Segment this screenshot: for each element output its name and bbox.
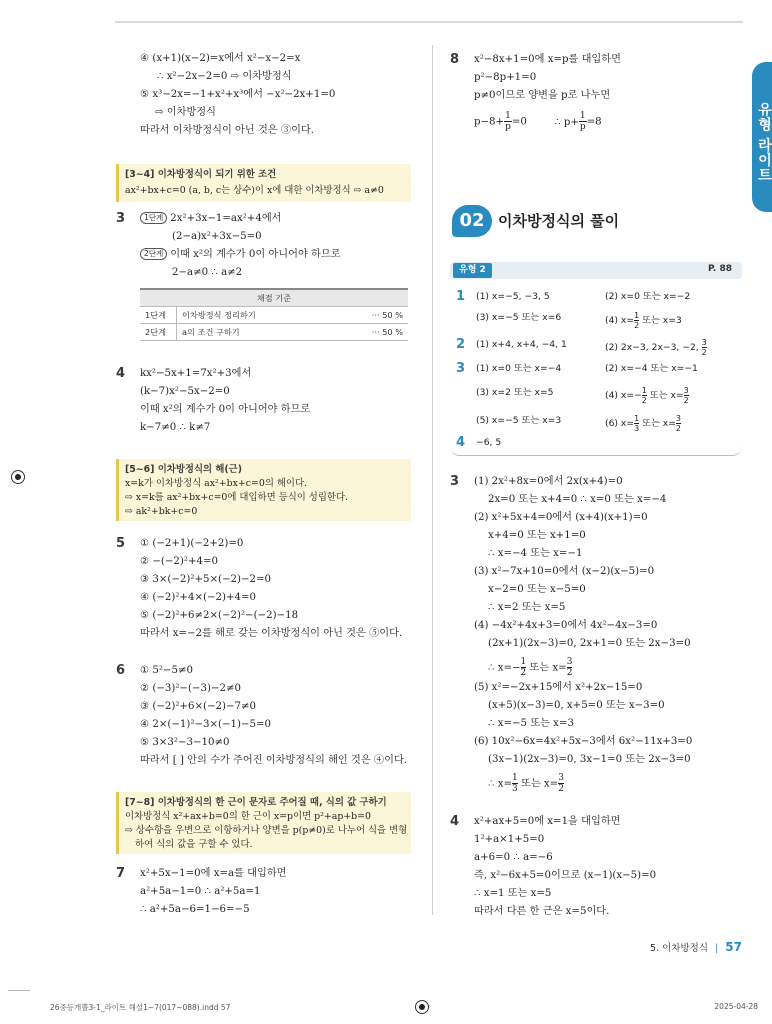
solution-line: x−2=0 또는 x−5=0 bbox=[488, 584, 586, 595]
type-page-ref: P. 88 bbox=[707, 264, 732, 274]
problem-number: 3 bbox=[116, 211, 126, 226]
fraction-denominator: 2 bbox=[641, 396, 647, 405]
solution-line: (5) x²=−2x+15에서 x²+2x−15=0 bbox=[474, 682, 643, 693]
eq-text: ∴ p+ bbox=[554, 116, 579, 128]
fraction-denominator: 2 bbox=[558, 784, 564, 794]
solution-line: x²+ax+5=0에 x=1을 대입하면 bbox=[474, 816, 621, 827]
step-badge: 2단계 bbox=[140, 248, 167, 260]
answer-item: (3) x=2 또는 x=5 bbox=[476, 387, 554, 398]
solution-text: 또는 x= bbox=[526, 662, 567, 674]
solution-line bbox=[488, 657, 572, 678]
tip-box-5-6 bbox=[116, 459, 411, 521]
answer-item: (3) x=−5 또는 x=6 bbox=[476, 312, 562, 323]
answer-text: (4) x=− bbox=[605, 390, 642, 401]
solution-line: (k−7)x²−5x−2=0 bbox=[140, 386, 230, 397]
problem-number: 4 bbox=[450, 814, 460, 829]
solution-line: (2x+1)(2x−3)=0, 2x+1=0 또는 2x−3=0 bbox=[488, 638, 691, 649]
fraction-numerator: 1 bbox=[520, 657, 527, 667]
answer-text: 또는 x= bbox=[646, 390, 684, 401]
solution-line: 따라서 다른 한 근은 x=5이다. bbox=[474, 906, 610, 917]
solution-line: ⑤ 3×3²−3−10≠0 bbox=[140, 737, 230, 748]
fraction-denominator: 2 bbox=[701, 348, 707, 357]
solution-line: (2−a)x²+3x−5=0 bbox=[172, 231, 262, 242]
solution-line: ∴ x=1 또는 x=5 bbox=[474, 888, 552, 899]
scoring-table bbox=[140, 288, 408, 341]
fraction bbox=[702, 338, 707, 357]
solution-text: 2x²+3x−1=ax²+4에서 bbox=[170, 213, 282, 224]
table-row bbox=[140, 324, 408, 341]
solution-line: ④ (−2)²+4×(−2)+4=0 bbox=[140, 592, 256, 603]
fraction bbox=[504, 111, 512, 132]
solution-line: 즉, x²−6x+5=0이므로 (x−1)(x−5)=0 bbox=[474, 870, 657, 881]
problem-number: 5 bbox=[116, 536, 126, 551]
print-date: 2025-04-28 bbox=[714, 1002, 758, 1011]
answer-number: 4 bbox=[456, 435, 466, 450]
tip-box-text: 하여 식의 값을 구할 수 있다. bbox=[135, 839, 253, 850]
fraction-denominator: 3 bbox=[634, 424, 640, 433]
fraction-numerator: 3 bbox=[683, 386, 689, 395]
fraction-denominator: 2 bbox=[675, 424, 681, 433]
answer-item: −6, 5 bbox=[476, 437, 502, 448]
solution-text: ∴ x= bbox=[488, 778, 513, 790]
fraction-numerator: 1 bbox=[634, 311, 640, 320]
text-line: 따라서 이차방정식이 아닌 것은 ③이다. bbox=[140, 125, 314, 136]
problem-number: 6 bbox=[116, 663, 126, 678]
solution-line: ② −(−2)²+4=0 bbox=[140, 556, 218, 567]
solution-line: ① (−2+1)(−2+2)=0 bbox=[140, 538, 244, 549]
tip-box-text: x=k가 이차방정식 ax²+bx+c=0의 해이다. bbox=[125, 478, 308, 489]
solution-line: ① 5²−5≠0 bbox=[140, 665, 193, 676]
answer-text: (6) x= bbox=[605, 418, 635, 429]
tip-box-text: 이차방정식 x²+ax+b=0의 한 근이 x=p이면 p²+ap+b=0 bbox=[125, 811, 371, 822]
step-badge: 1단계 bbox=[140, 212, 167, 224]
tip-box-title: [3~4] 이차방정식이 되기 위한 조건 bbox=[125, 169, 277, 180]
footer-separator: | bbox=[715, 943, 719, 954]
solution-line: p²−8p+1=0 bbox=[474, 72, 537, 83]
solution-line bbox=[488, 773, 564, 794]
print-file-info: 26중등개뿔3-1_라이트 해설1~7(017~088).indd 57 bbox=[50, 1003, 231, 1012]
registration-mark bbox=[11, 470, 25, 484]
solution-line: (4) −4x²+4x+3=0에서 4x²−4x−3=0 bbox=[474, 620, 658, 631]
answer-number: 1 bbox=[456, 289, 466, 304]
eq-text: =8 bbox=[586, 116, 602, 128]
answer-text: (2) 2x−3, 2x−3, −2, bbox=[605, 342, 702, 353]
text-line: ∴ x²−2x−2=0 ⇨ 이차방정식 bbox=[157, 71, 292, 82]
fraction-numerator: 3 bbox=[675, 414, 681, 423]
tip-box-7-8 bbox=[116, 792, 411, 854]
solution-line: x²−8x+1=0에 x=p를 대입하면 bbox=[474, 54, 621, 65]
solution-line: x+4=0 또는 x+1=0 bbox=[488, 530, 586, 541]
answer-item: (2) x=0 또는 x=−2 bbox=[605, 291, 691, 302]
fraction-numerator: 3 bbox=[558, 773, 564, 783]
fraction-numerator: 1 bbox=[634, 414, 640, 423]
table-cell: 2단계 bbox=[140, 324, 177, 341]
solution-line: (1) 2x²+8x=0에서 2x(x+4)=0 bbox=[474, 476, 623, 487]
answer-item bbox=[605, 311, 682, 330]
answer-panel bbox=[450, 283, 742, 456]
fraction-denominator: 2 bbox=[566, 668, 573, 678]
solution-line: ∴ x=−4 또는 x=−1 bbox=[488, 548, 583, 559]
type-label: 유형 2 bbox=[453, 263, 492, 278]
solution-line: ④ 2×(−1)²−3×(−1)−5=0 bbox=[140, 719, 271, 730]
answer-item: (2) x=−4 또는 x=−1 bbox=[605, 363, 698, 374]
table-cell: 1단계 bbox=[140, 307, 177, 324]
text-line: ⇨ 이차방정식 bbox=[155, 107, 216, 118]
tip-box-text: ax²+bx+c=0 (a, b, c는 상수)이 x에 대한 이차방정식 ⇨ a≠0 bbox=[125, 185, 384, 196]
fraction-denominator: p bbox=[579, 122, 586, 132]
solution-line: ⑤ (−2)²+6≠2×(−2)²−(−2)−18 bbox=[140, 610, 299, 621]
solution-line: ③ (−2)²+6×(−2)−7≠0 bbox=[140, 701, 256, 712]
answer-number: 2 bbox=[456, 337, 466, 352]
answer-item: (5) x=−5 또는 x=3 bbox=[476, 415, 562, 426]
fraction bbox=[558, 773, 564, 794]
problem-number: 7 bbox=[116, 866, 126, 881]
solution-line: ∴ x=2 또는 x=5 bbox=[488, 602, 566, 613]
eq-text: =0 bbox=[511, 116, 527, 128]
answer-number: 3 bbox=[456, 361, 466, 376]
fraction-denominator: 3 bbox=[512, 784, 518, 794]
answer-item bbox=[605, 414, 681, 433]
fraction-numerator: 3 bbox=[701, 338, 707, 347]
fraction-denominator: 2 bbox=[683, 396, 689, 405]
fraction-numerator: 1 bbox=[512, 773, 518, 783]
fraction-numerator: 3 bbox=[566, 657, 573, 667]
solution-line: k−7≠0 ∴ k≠7 bbox=[140, 422, 211, 433]
solution-line bbox=[140, 212, 282, 226]
fraction-denominator: 2 bbox=[634, 321, 640, 330]
answer-item bbox=[605, 338, 707, 357]
solution-line: ② (−3)²−(−3)−2≠0 bbox=[140, 683, 241, 694]
fraction-numerator: 1 bbox=[505, 111, 511, 121]
solution-line: ∴ a²+5a−6=1−6=−5 bbox=[140, 904, 250, 915]
fraction-numerator: 1 bbox=[641, 386, 647, 395]
table-cell: a의 조건 구하기 bbox=[177, 324, 332, 341]
solution-line: (3) x²−7x+10=0에서 (x−2)(x−5)=0 bbox=[474, 566, 655, 577]
solution-line: kx²−5x+1=7x²+3에서 bbox=[140, 368, 252, 379]
problem-number: 4 bbox=[116, 366, 126, 381]
solution-line: (3x−1)(2x−3)=0, 3x−1=0 또는 2x−3=0 bbox=[488, 754, 691, 765]
answer-item: (1) x+4, x+4, −4, 1 bbox=[476, 339, 567, 350]
solution-line: 이때 x²의 계수가 0이 아니어야 하므로 bbox=[140, 404, 311, 415]
solution-line: 따라서 [ ] 안의 수가 주어진 이차방정식의 해인 것은 ④이다. bbox=[140, 755, 408, 766]
solution-line: 1²+a×1+5=0 bbox=[474, 834, 545, 845]
fraction-denominator: 2 bbox=[520, 668, 527, 678]
answer-item: (1) x=0 또는 x=−4 bbox=[476, 363, 562, 374]
side-tab bbox=[752, 62, 772, 212]
section-number-badge: 02 bbox=[452, 205, 492, 237]
answer-text: (4) x= bbox=[605, 315, 635, 326]
table-row bbox=[140, 307, 408, 324]
solution-line: ③ 3×(−2)²+5×(−2)−2=0 bbox=[140, 574, 271, 585]
side-tab-label: 유형 라이트 bbox=[756, 102, 772, 183]
solution-line: (2) x²+5x+4=0에서 (x+4)(x+1)=0 bbox=[474, 512, 648, 523]
solution-text: 또는 x= bbox=[517, 778, 559, 790]
tip-box-title: [7~8] 이차방정식의 한 근이 문자로 주어질 때, 식의 값 구하기 bbox=[125, 797, 387, 808]
text-line: ⑤ x³−2x=−1+x²+x³에서 −x²−2x+1=0 bbox=[140, 89, 336, 100]
chapter-label: 5. 이차방정식 bbox=[650, 943, 709, 954]
solution-text: 이때 x²의 계수가 0이 아니어야 하므로 bbox=[170, 249, 341, 260]
solution-text: ∴ x=− bbox=[488, 662, 521, 674]
solution-line: a²+5a−1=0 ∴ a²+5a=1 bbox=[140, 886, 261, 897]
answer-item bbox=[605, 386, 689, 405]
tip-box-3-4 bbox=[116, 164, 411, 202]
section-title: 이차방정식의 풀이 bbox=[498, 212, 620, 230]
column-divider bbox=[432, 45, 433, 915]
tip-box-text: ⇨ x=k를 ax²+bx+c=0에 대입하면 등식이 성립한다. bbox=[125, 492, 348, 503]
solution-line: 따라서 x=−2를 해로 갖는 이차방정식이 아닌 것은 ⑤이다. bbox=[140, 628, 403, 639]
answer-text: 또는 x= bbox=[639, 418, 676, 429]
solution-line bbox=[140, 248, 341, 262]
tip-box-text: ⇨ ak²+bk+c=0 bbox=[125, 506, 198, 517]
problem-number: 3 bbox=[450, 474, 460, 489]
answer-item: (1) x=−5, −3, 5 bbox=[476, 291, 550, 302]
solution-line bbox=[474, 111, 602, 132]
solution-line: 2−a≠0 ∴ a≠2 bbox=[172, 267, 243, 278]
table-cell: ··· 50 % bbox=[332, 324, 408, 341]
answer-text: 또는 x=3 bbox=[639, 315, 682, 326]
registration-mark bbox=[415, 1000, 429, 1014]
solution-line: a+6=0 ∴ a=−6 bbox=[474, 852, 553, 863]
text-line: ④ (x+1)(x−2)=x에서 x²−x−2=x bbox=[140, 53, 301, 64]
table-cell: 이차방정식 정리하기 bbox=[177, 307, 332, 324]
solution-line: (x+5)(x−3)=0, x+5=0 또는 x−3=0 bbox=[488, 700, 665, 711]
eq-text: p−8+ bbox=[474, 116, 505, 128]
page-number: 57 bbox=[725, 940, 742, 954]
fraction bbox=[567, 657, 573, 678]
solution-line: (6) 10x²−6x=4x²+5x−3에서 6x²−11x+3=0 bbox=[474, 736, 693, 747]
crop-mark bbox=[8, 990, 30, 991]
top-rule bbox=[115, 21, 743, 23]
solution-line: x²+5x−1=0에 x=a를 대입하면 bbox=[140, 868, 287, 879]
table-cell: ··· 50 % bbox=[332, 307, 408, 324]
tip-box-text: ⇨ 상수항을 우변으로 이항하거나 양변을 p(p≠0)로 나누어 식을 변형 bbox=[125, 825, 408, 836]
problem-number: 8 bbox=[450, 52, 460, 67]
solution-line: ∴ x=−5 또는 x=3 bbox=[488, 718, 574, 729]
tip-box-title: [5~6] 이차방정식의 해(근) bbox=[125, 464, 243, 475]
page-footer bbox=[650, 940, 742, 954]
fraction bbox=[676, 414, 681, 433]
solution-line: p≠0이므로 양변을 p로 나누면 bbox=[474, 90, 611, 101]
fraction-denominator: p bbox=[505, 122, 511, 132]
fraction bbox=[579, 111, 587, 132]
solution-line: 2x=0 또는 x+4=0 ∴ x=0 또는 x=−4 bbox=[488, 494, 667, 505]
scoring-table-header: 채점 기준 bbox=[140, 289, 408, 307]
type-bar bbox=[450, 262, 742, 279]
fraction bbox=[684, 386, 689, 405]
fraction-numerator: 1 bbox=[579, 111, 586, 121]
